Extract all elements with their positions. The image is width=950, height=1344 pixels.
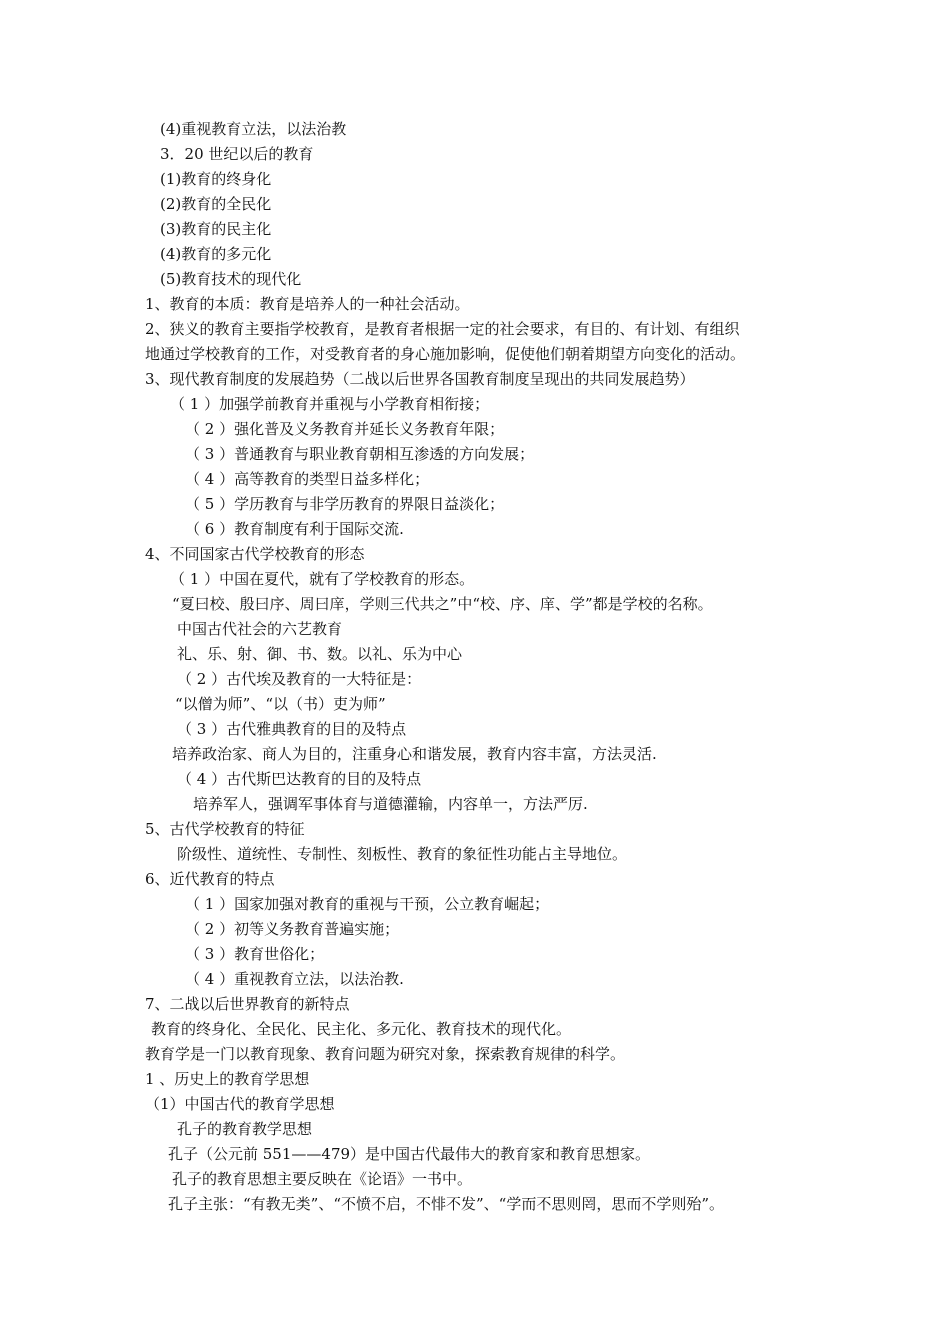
text-line: （ 5 ）学历教育与非学历教育的界限日益淡化； [185,495,505,513]
text-line: （ 3 ）古代雅典教育的目的及特点 [177,720,407,738]
text-line: 5、古代学校教育的特征 [145,820,305,838]
text-line: 7、二战以后世界教育的新特点 [145,995,350,1013]
text-line: 3、现代教育制度的发展趋势（二战以后世界各国教育制度呈现出的共同发展趋势） [145,370,695,388]
text-line: (1)教育的终身化 [160,170,272,188]
text-line: 地通过学校教育的工作，对受教育者的身心施加影响，促使他们朝着期望方向变化的活动。 [145,345,746,363]
text-line: 礼、乐、射、御、书、数。以礼、乐为中心 [177,645,463,663]
text-line: 1、教育的本质：教育是培养人的一种社会活动。 [145,295,470,313]
text-line: 1 、历史上的教育学思想 [145,1070,310,1088]
text-line: 6、近代教育的特点 [145,870,275,888]
text-line: （1）中国古代的教育学思想 [145,1095,335,1113]
text-line: 2、狭义的教育主要指学校教育，是教育者根据一定的社会要求，有目的、有计划、有组织 [145,320,740,338]
text-line: （ 1 ）国家加强对教育的重视与干预，公立教育崛起； [185,895,550,913]
text-line: （ 6 ）教育制度有利于国际交流. [185,520,404,538]
text-line: 中国古代社会的六艺教育 [177,620,343,638]
text-line: “以僧为师”、“以（书）吏为师” [175,695,386,713]
text-line: 孔子的教育教学思想 [177,1120,313,1138]
text-line: （ 4 ）高等教育的类型日益多样化； [185,470,430,488]
text-line: 孔子的教育思想主要反映在《论语》一书中。 [172,1170,473,1188]
text-line: （ 4 ）古代斯巴达教育的目的及特点 [177,770,422,788]
text-line: (4)教育的多元化 [160,245,272,263]
text-line: (2)教育的全民化 [160,195,272,213]
text-line: “夏曰校、殷曰序、周曰庠，学则三代共之”中“校、序、庠、学”都是学校的名称。 [172,595,713,613]
text-line: 教育学是一门以教育现象、教育问题为研究对象，探索教育规律的科学。 [145,1045,626,1063]
text-line: (5)教育技术的现代化 [160,270,302,288]
text-line: 孔子（公元前 551——479）是中国古代最伟大的教育家和教育思想家。 [168,1145,651,1163]
text-line: （ 3 ）教育世俗化； [185,945,325,963]
text-line: 培养军人，强调军事体育与道德灌输，内容单一，方法严厉. [193,795,588,813]
text-line: 4、不同国家古代学校教育的形态 [145,545,365,563]
text-line: （ 1 ）加强学前教育并重视与小学教育相衔接； [170,395,490,413]
text-line: （ 2 ）古代埃及教育的一大特征是： [177,670,422,688]
text-line: （ 2 ）强化普及义务教育并延长义务教育年限； [185,420,505,438]
text-line: 阶级性、道统性、专制性、刻板性、教育的象征性功能占主导地位。 [177,845,628,863]
text-line: 3．20 世纪以后的教育 [160,145,314,163]
text-line: （ 4 ）重视教育立法，以法治教. [185,970,404,988]
text-line: 孔子主张：“有教无类”、“不愤不启，不悱不发”、“学而不思则罔，思而不学则殆”。 [168,1195,725,1213]
text-line: （ 2 ）初等义务教育普遍实施； [185,920,400,938]
text-line: (4)重视教育立法，以法治教 [160,120,347,138]
text-line: (3)教育的民主化 [160,220,272,238]
text-line: （ 3 ）普通教育与职业教育朝相互渗透的方向发展； [185,445,535,463]
text-line: 教育的终身化、全民化、民主化、多元化、教育技术的现代化。 [151,1020,572,1038]
text-line: （ 1 ）中国在夏代，就有了学校教育的形态。 [170,570,475,588]
text-line: 培养政治家、商人为目的，注重身心和谐发展，教育内容丰富，方法灵活. [172,745,657,763]
